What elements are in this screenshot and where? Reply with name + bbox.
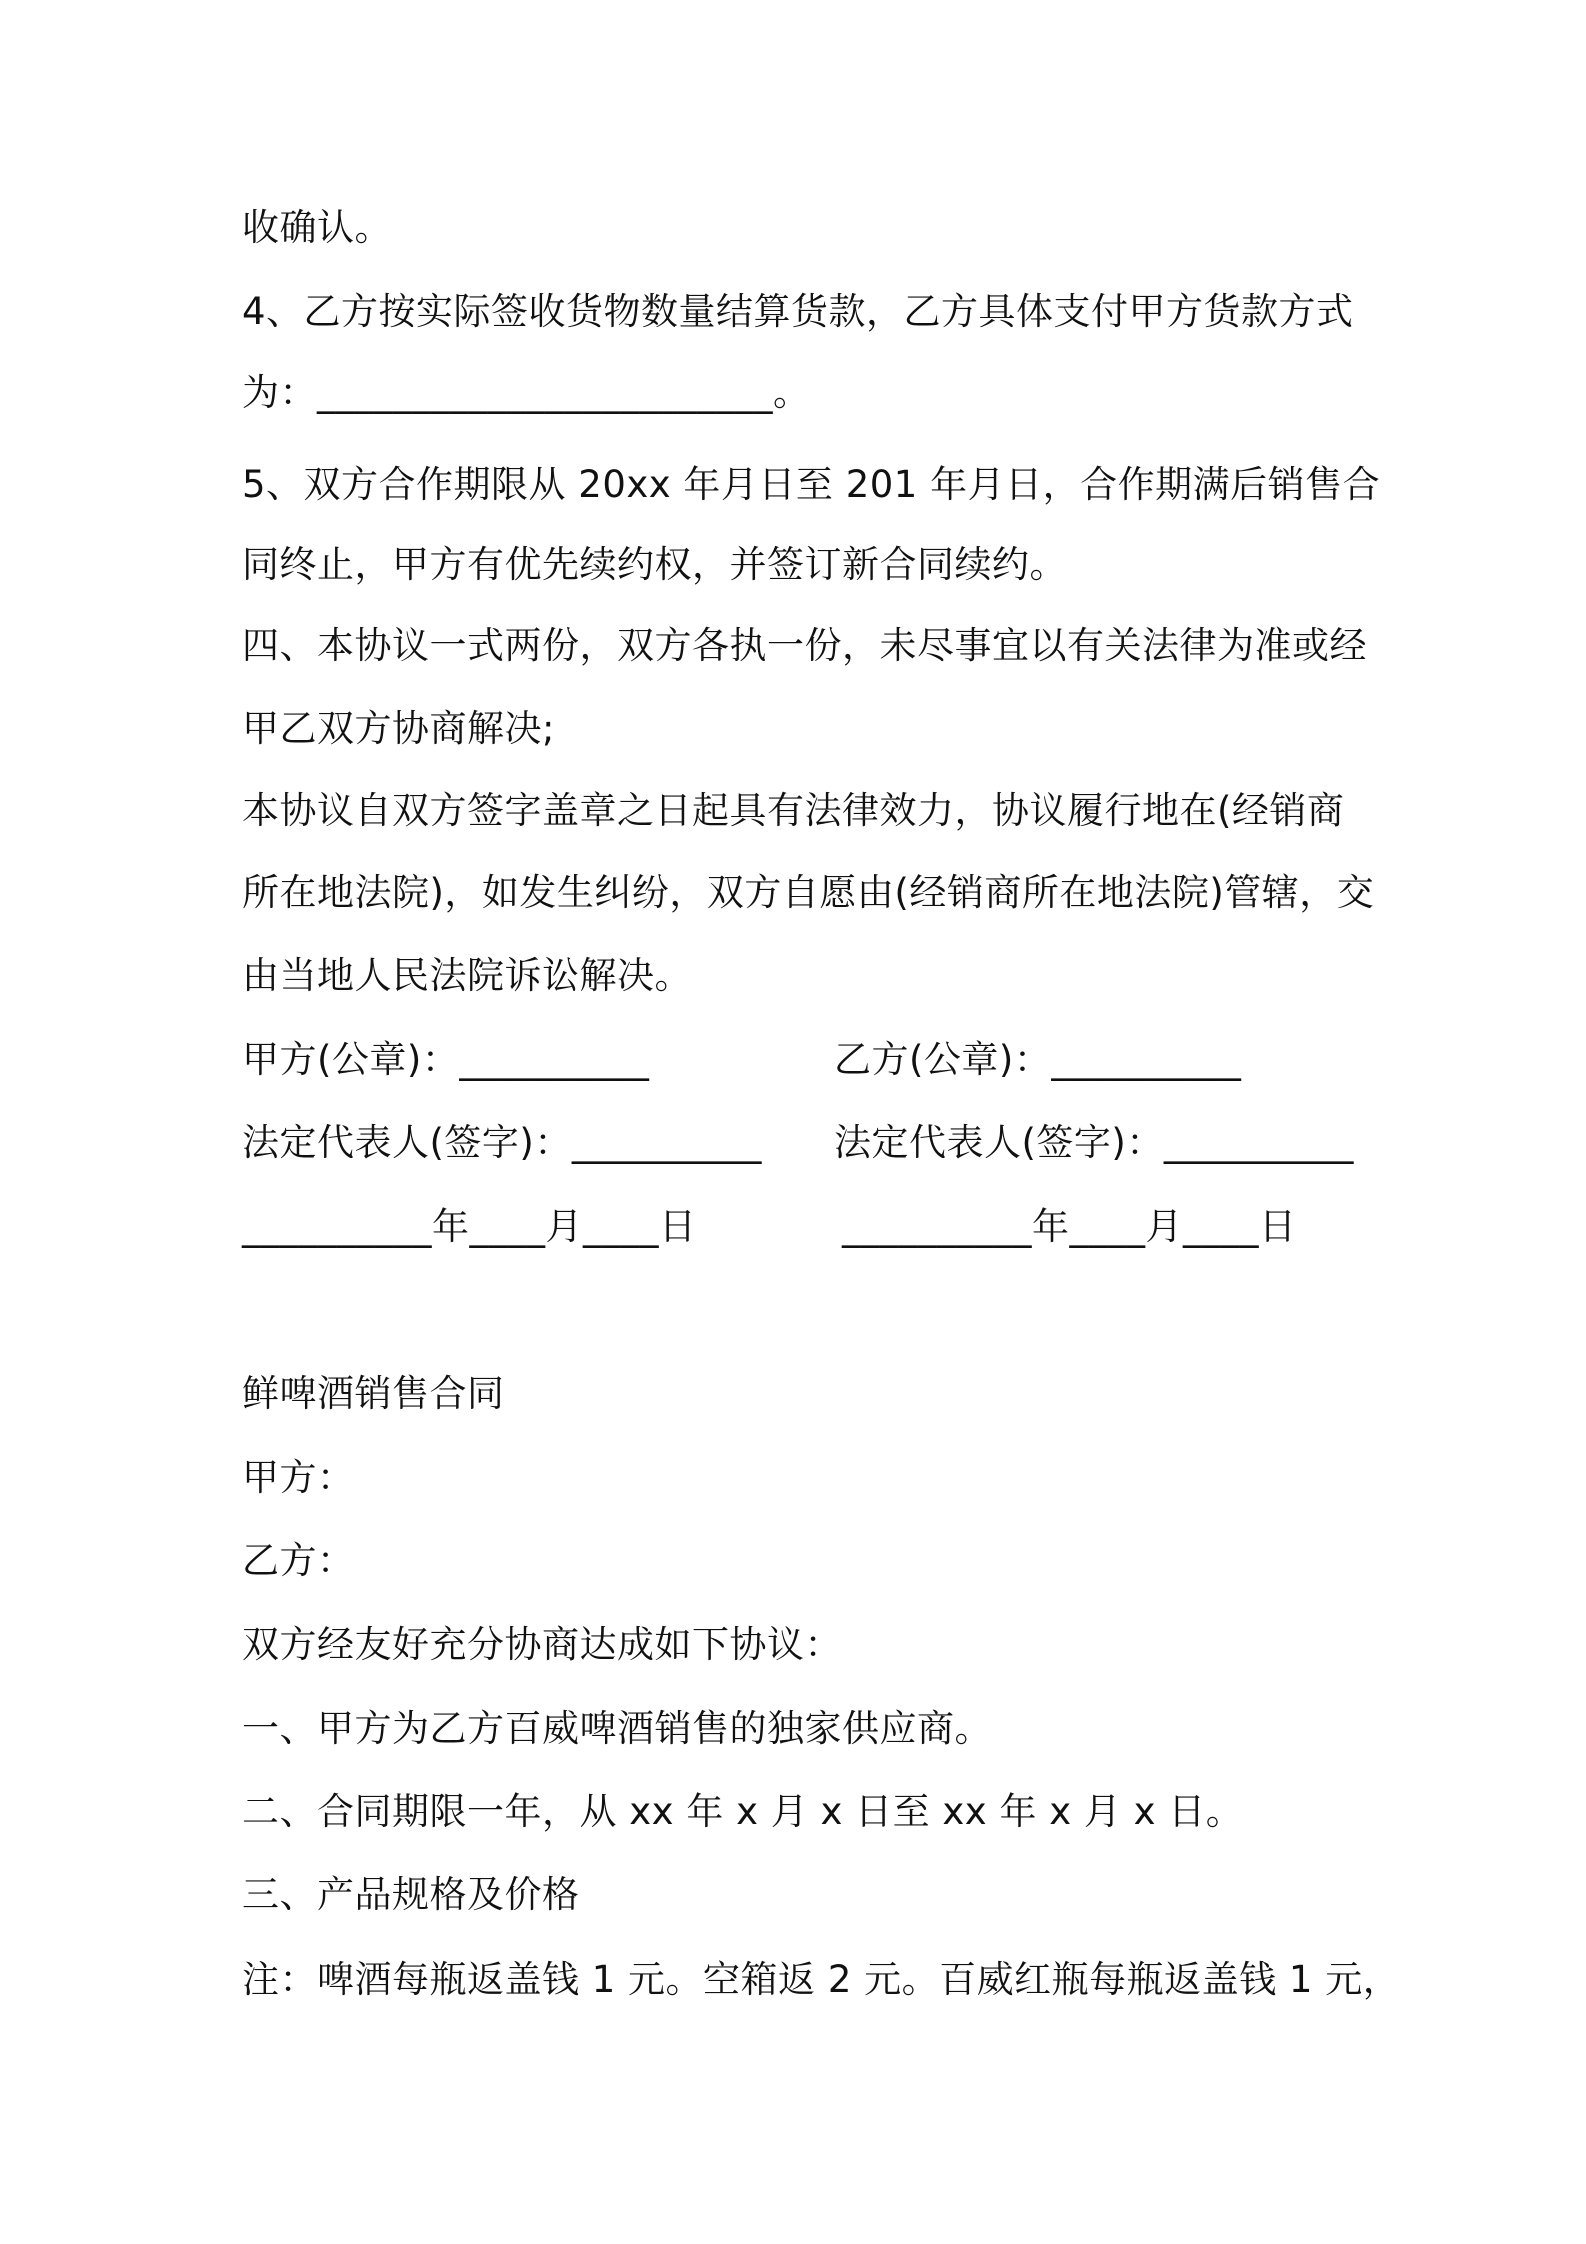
party-b-seal: 乙方(公章)：__________ (834, 1038, 1242, 1081)
text-line-10: 由当地人民法院诉讼解决。 (242, 954, 692, 997)
text-line-7: 甲乙双方协商解决; (242, 707, 555, 750)
text-line-2: 4、乙方按实际签收货物数量结算货款，乙方具体支付甲方货款方式 (242, 290, 1354, 333)
party-a-representative: 法定代表人(签字)：__________ (242, 1121, 762, 1164)
clause-3: 三、产品规格及价格 (242, 1873, 580, 1916)
text-line-9: 所在地法院)，如发生纠纷，双方自愿由(经销商所在地法院)管辖，交 (242, 871, 1375, 914)
party-a-date: __________年____月____日 (242, 1205, 697, 1248)
party-a-seal: 甲方(公章)：__________ (242, 1038, 650, 1081)
text-line-5: 同终止，甲方有优先续约权，并签订新合同续约。 (242, 543, 1067, 586)
price-note: 注：啤酒每瓶返盖钱 1 元。空箱返 2 元。百威红瓶每瓶返盖钱 1 元， (242, 1958, 1401, 2001)
text-line-1: 收确认。 (242, 206, 392, 249)
party-b-representative: 法定代表人(签字)：__________ (834, 1121, 1354, 1164)
party-b-label: 乙方： (242, 1539, 355, 1582)
text-line-6: 四、本协议一式两份，双方各执一份，未尽事宜以有关法律为准或经 (242, 624, 1367, 667)
contract-title: 鲜啤酒销售合同 (242, 1372, 505, 1415)
party-b-date: __________年____月____日 (842, 1205, 1297, 1248)
party-a-label: 甲方： (242, 1456, 355, 1499)
text-line-3: 为：________________________。 (242, 371, 811, 414)
agreement-intro: 双方经友好充分协商达成如下协议： (242, 1623, 842, 1666)
clause-2: 二、合同期限一年，从 xx 年 x 月 x 日至 xx 年 x 月 x 日。 (242, 1790, 1244, 1833)
clause-1: 一、甲方为乙方百威啤酒销售的独家供应商。 (242, 1707, 992, 1750)
text-line-8: 本协议自双方签字盖章之日起具有法律效力，协议履行地在(经销商 (242, 789, 1345, 832)
text-line-4: 5、双方合作期限从 20xx 年月日至 201 年月日，合作期满后销售合 (242, 463, 1381, 506)
